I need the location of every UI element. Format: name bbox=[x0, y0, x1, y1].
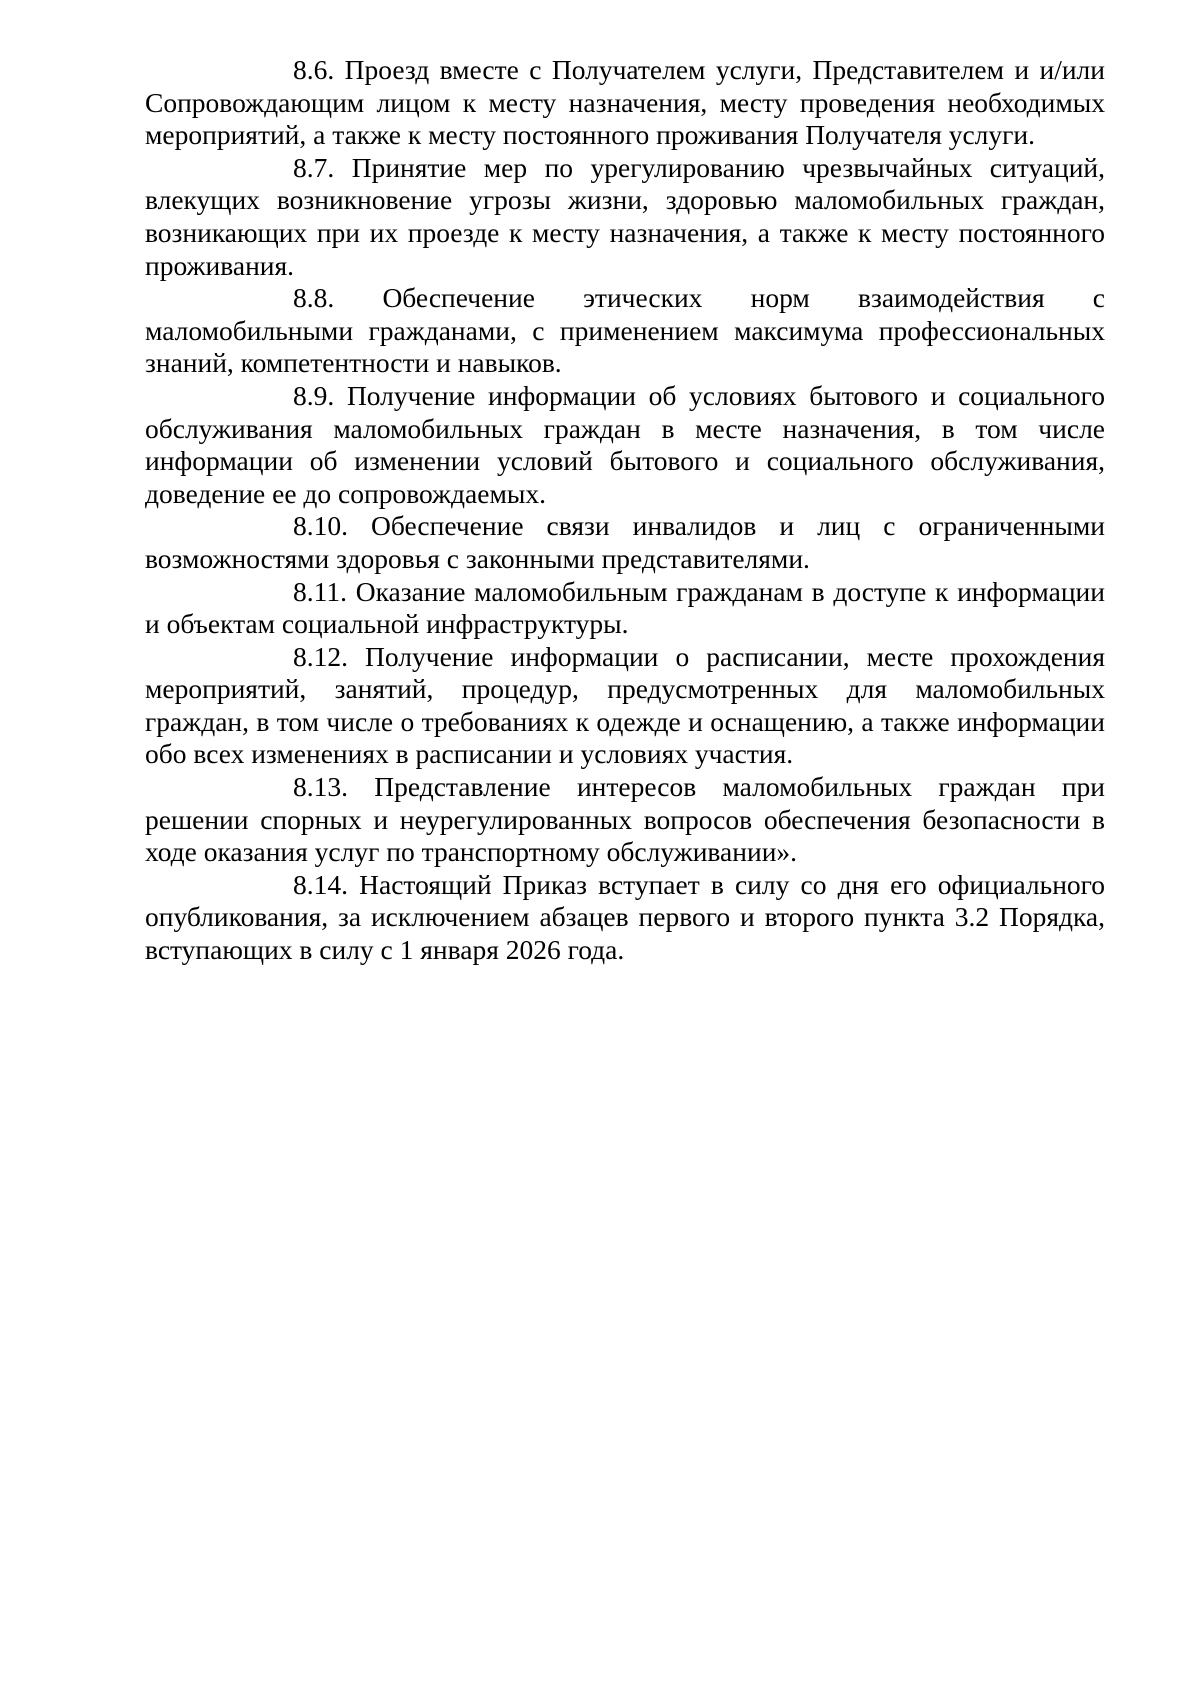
paragraph-text: Проезд вместе с Получателем услуги, Представителем и и/или Сопровождающим лицом к месту назначения, месту проведения необходимых мероприятий, а также к месту постоянного проживания Получателя услуги. bbox=[145, 54, 1105, 151]
paragraph-8-7 bbox=[145, 152, 1105, 282]
paragraph-number: 8.7. bbox=[293, 151, 335, 183]
paragraph-text: Представление интересов маломобильных граждан при решении спорных и неурегулированных вопросов обеспечения безопасности в ходе оказания услуг по транспортному обслуживании». bbox=[145, 771, 1106, 868]
paragraph-8-14 bbox=[145, 869, 1105, 967]
paragraph-number: 8.8. bbox=[293, 282, 335, 314]
document-body bbox=[145, 54, 1105, 967]
paragraph-text: Получение информации об условиях бытового и социального обслуживания маломобильных граждан в месте назначения, в том числе информации об изменении условий бытового и социального обслуживания, доведение ее до сопровождаемых. bbox=[145, 379, 1106, 509]
paragraph-8-10 bbox=[145, 510, 1105, 575]
paragraph-8-6 bbox=[145, 54, 1105, 152]
paragraph-text: Оказание маломобильным гражданам в доступе к информации и объектам социальной инфраструктуры. bbox=[145, 575, 1105, 640]
paragraph-number: 8.12. bbox=[293, 640, 348, 672]
paragraph-text: Обеспечение связи инвалидов и лиц с ограниченными возможностями здоровья с законными представителями. bbox=[145, 510, 1105, 574]
paragraph-number: 8.9. bbox=[293, 379, 335, 411]
paragraph-8-12 bbox=[145, 641, 1105, 771]
paragraph-number: 8.13. bbox=[293, 771, 348, 803]
paragraph-text: Обеспечение этических норм взаимодействия с маломобильными гражданами, с применением максимума профессиональных знаний, компетентности и навыков. bbox=[145, 282, 1105, 379]
paragraph-8-11 bbox=[145, 576, 1105, 641]
paragraph-8-13 bbox=[145, 771, 1105, 869]
paragraph-text: Принятие мер по урегулированию чрезвычайных ситуаций, влекущих возникновение угрозы жизни, здоровью маломобильных граждан, возникающих при их проезде к месту назначения, а также к месту постоянного проживания. bbox=[145, 151, 1105, 281]
paragraph-text: Получение информации о расписании, месте прохождения мероприятий, занятий, процедур, предусмотренных для маломобильных граждан, в том числе о требованиях к одежде и оснащению, а также информации обо всех изменениях в расписании и условиях участия. bbox=[145, 640, 1105, 770]
paragraph-number: 8.10. bbox=[293, 510, 348, 542]
paragraph-text: Настоящий Приказ вступает в силу со дня его официального опубликования, за исключением абзацев первого и второго пункта 3.2 Порядка, вступающих в силу с 1 января 2026 года. bbox=[145, 868, 1105, 966]
paragraph-8-9 bbox=[145, 380, 1105, 510]
paragraph-8-8 bbox=[145, 282, 1105, 380]
paragraph-number: 8.6. bbox=[293, 54, 335, 85]
paragraph-number: 8.14. bbox=[293, 868, 348, 900]
paragraph-number: 8.11. bbox=[293, 575, 347, 607]
